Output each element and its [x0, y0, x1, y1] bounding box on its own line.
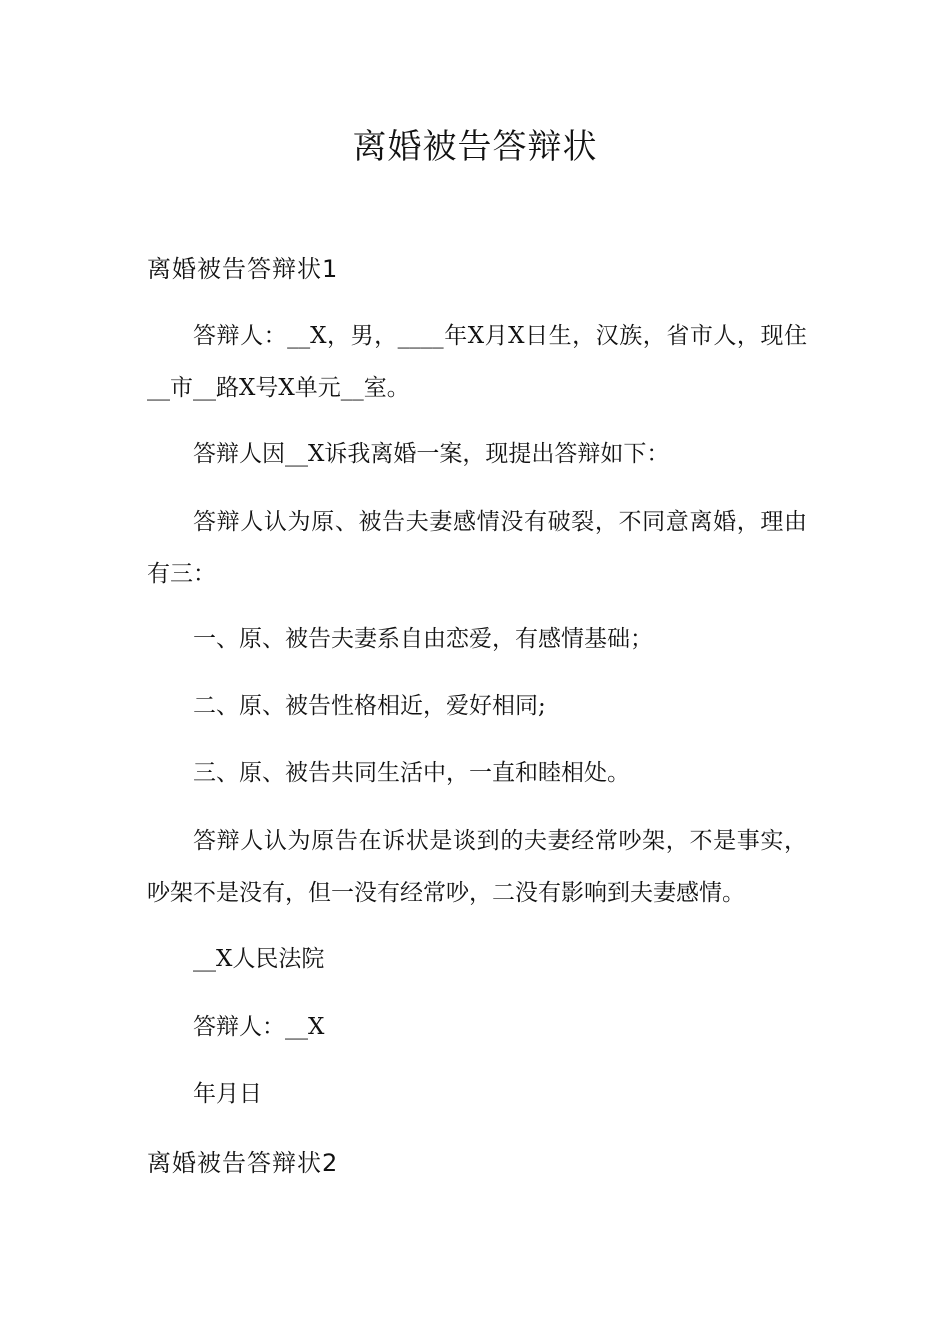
section-heading-1: 离婚被告答辩状1: [147, 255, 339, 283]
respondent-info-paragraph: 答辩人：__X，男，____年X月X日生，汉族，省市人，现住__市__路X号X单元__室。: [147, 323, 807, 401]
reason-two: 二、原、被告性格相近，爱好相同;: [193, 693, 546, 719]
reason-three: 三、原、被告共同生活中，一直和睦相处。: [193, 760, 630, 786]
case-intro-paragraph: 答辩人因__X诉我离婚一案，现提出答辩如下：: [193, 441, 670, 467]
section-heading-2: 离婚被告答辩状2: [147, 1149, 339, 1177]
date-line: 年月日: [193, 1081, 262, 1107]
court-name: __X人民法院: [193, 946, 325, 972]
respondent-signature: 答辩人：__X: [193, 1014, 325, 1040]
document-title: 离婚被告答辩状: [352, 127, 598, 167]
rebuttal-paragraph: 答辩人认为原告在诉状是谈到的夫妻经常吵架，不是事实，吵架不是没有，但一没有经常吵，二没有影响到夫妻感情。: [147, 828, 807, 906]
reasons-intro-paragraph: 答辩人认为原、被告夫妻感情没有破裂，不同意离婚，理由有三：: [147, 509, 807, 587]
reason-one: 一、原、被告夫妻系自由恋爱，有感情基础；: [193, 626, 653, 652]
